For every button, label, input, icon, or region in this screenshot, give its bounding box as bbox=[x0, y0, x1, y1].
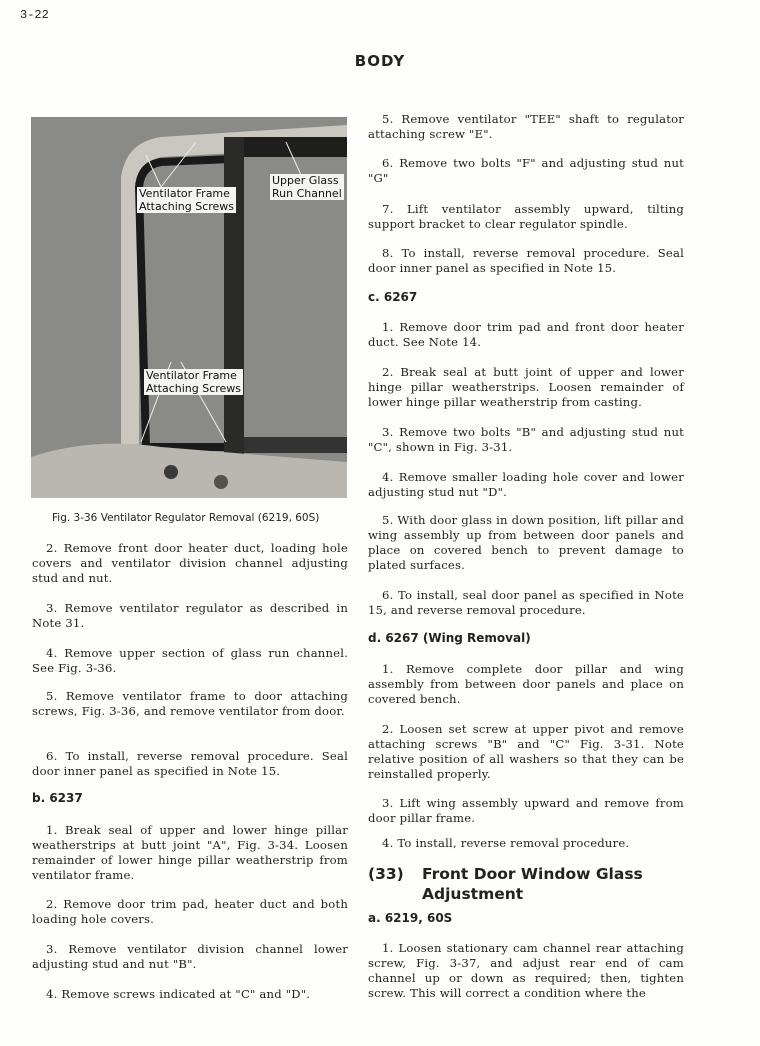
subheading: d. 6267 (Wing Removal) bbox=[368, 631, 531, 645]
label-ventilator-frame-screws-top: Ventilator Frame Attaching Screws bbox=[139, 187, 235, 213]
paragraph: 2. Remove front door heater duct, loading hole covers and ventilator division channel adjusting stud and nut. bbox=[32, 541, 348, 585]
paragraph: 2. Break seal at butt joint of upper and lower hinge pillar weatherstrips. Loosen remainder of lower hinge pillar weatherstrip from casting. bbox=[368, 365, 684, 409]
paragraph: 2. Loosen set screw at upper pivot and remove attaching screws "B" and "C" Fig. 3-31. Note relative position of all washers so that they can be reinstalled properly. bbox=[368, 722, 684, 781]
paragraph: 1. Loosen stationary cam channel rear attaching screw, Fig. 3-37, and adjust rear end of cam channel up or down as required; then, tighten screw. This will correct a condition where the bbox=[368, 941, 684, 1000]
label-ventilator-frame-screws-bottom: Ventilator Frame Attaching Screws bbox=[146, 369, 242, 395]
paragraph: 5. Remove ventilator "TEE" shaft to regulator attaching screw "E". bbox=[368, 112, 684, 141]
section-title: Front Door Window Glass Adjustment bbox=[422, 865, 643, 903]
paragraph: 8. To install, reverse removal procedure. Seal door inner panel as specified in Note 15. bbox=[368, 246, 684, 275]
page-header: BODY bbox=[354, 52, 406, 70]
page-number: 3-22 bbox=[20, 8, 49, 22]
paragraph: 4. Remove upper section of glass run channel. See Fig. 3-36. bbox=[32, 646, 348, 675]
paragraph: 4. To install, reverse removal procedure. bbox=[382, 836, 630, 850]
paragraph: 4. Remove smaller loading hole cover and lower adjusting stud nut "D". bbox=[368, 470, 684, 499]
subheading: c. 6267 bbox=[368, 290, 418, 304]
paragraph: 6. To install, seal door panel as specified in Note 15, and reverse removal procedure. bbox=[368, 588, 684, 617]
paragraph: 7. Lift ventilator assembly upward, tilting support bracket to clear regulator spindle. bbox=[368, 202, 684, 231]
figure-photo bbox=[31, 117, 347, 498]
paragraph: 3. Remove ventilator regulator as described in Note 31. bbox=[32, 601, 348, 630]
subheading: a. 6219, 60S bbox=[368, 911, 453, 925]
paragraph: 3. Lift wing assembly upward and remove from door pillar frame. bbox=[368, 796, 684, 825]
paragraph: 2. Remove door trim pad, heater duct and both loading hole covers. bbox=[32, 897, 348, 926]
paragraph: 6. Remove two bolts "F" and adjusting stud nut "G" bbox=[368, 156, 684, 185]
paragraph: 5. With door glass in down position, lift pillar and wing assembly up from between door panels and place on covered bench to prevent damage to plated surfaces. bbox=[368, 513, 684, 572]
paragraph: 6. To install, reverse removal procedure. Seal door inner panel as specified in Note 15. bbox=[32, 749, 348, 778]
figure-caption: Fig. 3-36 Ventilator Regulator Removal (6219, 60S) bbox=[52, 512, 320, 524]
section-number: (33) bbox=[368, 865, 404, 883]
paragraph: 5. Remove ventilator frame to door attaching screws, Fig. 3-36, and remove ventilator from door. bbox=[32, 689, 348, 718]
paragraph: 3. Remove ventilator division channel lower adjusting stud and nut "B". bbox=[32, 942, 348, 971]
paragraph: 1. Break seal of upper and lower hinge pillar weatherstrips at butt joint "A", Fig. 3-34. Loosen remainder of lower hinge pillar weatherstrip from ventilator frame. bbox=[32, 823, 348, 882]
paragraph: 3. Remove two bolts "B" and adjusting stud nut "C", shown in Fig. 3-31. bbox=[368, 425, 684, 454]
paragraph: 1. Remove complete door pillar and wing assembly from between door panels and place on covered bench. bbox=[368, 662, 684, 706]
label-upper-glass-run-channel: Upper Glass Run Channel bbox=[272, 174, 342, 200]
paragraph: 4. Remove screws indicated at "C" and "D". bbox=[46, 987, 311, 1001]
subheading: b. 6237 bbox=[32, 791, 83, 805]
paragraph: 1. Remove door trim pad and front door heater duct. See Note 14. bbox=[368, 320, 684, 349]
